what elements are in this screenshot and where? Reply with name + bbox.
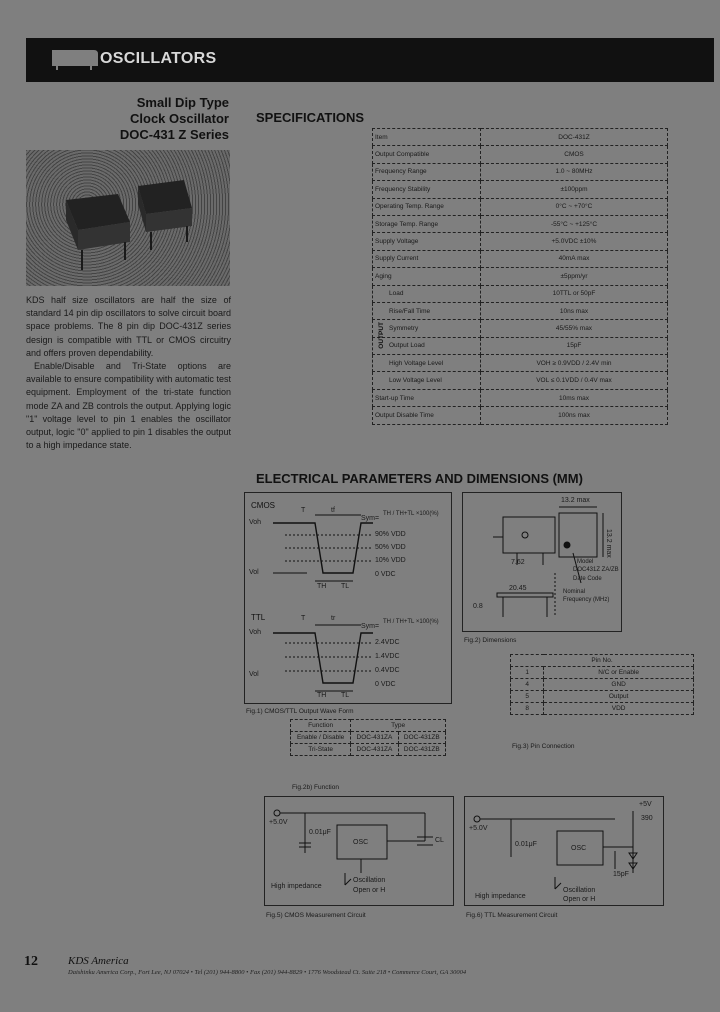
cmos-level-1: 90% VDD <box>375 531 406 538</box>
spec-row-label: Frequency Range <box>373 163 481 180</box>
spec-row-value: +5.0VDC ±10% <box>481 233 668 250</box>
ttl-res: 390 <box>641 815 653 822</box>
product-photo <box>26 150 230 286</box>
cmos-circuit-panel <box>264 796 454 906</box>
function-caption: Fig.2b) Function <box>292 784 339 791</box>
spec-header-row <box>373 129 668 146</box>
dim-pitch: 7.62 <box>511 559 525 566</box>
ttl-open: Open or H <box>563 896 596 903</box>
pin-4-function: GND <box>544 679 694 691</box>
cmos-th-label: TH <box>317 583 327 590</box>
dim-lead: 0.8 <box>473 603 483 610</box>
spec-row-label: Load <box>373 285 481 302</box>
pin-8-function: VDD <box>544 703 694 715</box>
output-group-label: OUTPUT <box>378 322 385 349</box>
ttl-level-2: 1.4VDC <box>375 653 400 660</box>
spec-row-value: VOL ≤ 0.1VDD / 0.4V max <box>481 372 668 389</box>
header-title: OSCILLATORS <box>100 50 217 67</box>
ttl-label: TTL <box>251 613 266 622</box>
spec-row-label: Aging <box>373 268 481 285</box>
ttl-hi-imp: High impedance <box>475 893 526 900</box>
spec-row-label: Storage Temp. Range <box>373 215 481 232</box>
product-title-line3: DOC-431 Z Series <box>119 127 229 142</box>
cmos-voh-label: Voh <box>249 519 262 526</box>
spec-row-label: Output Compatible <box>373 146 481 163</box>
dim-marking-part: DOC431Z ZA/ZB <box>573 567 619 573</box>
cmos-level-2: 50% VDD <box>375 544 406 551</box>
spec-row <box>373 163 668 180</box>
cmos-cap: 0.01μF <box>309 829 331 836</box>
spec-row-value: 40mA max <box>481 250 668 267</box>
spec-row-value: 15pF <box>481 337 668 354</box>
cmos-vdd: +5.0V <box>269 819 288 826</box>
spec-row-label: Supply Voltage <box>373 233 481 250</box>
footer-brand: KDS America <box>68 955 129 967</box>
cmos-level-4: 0 VDC <box>375 571 396 578</box>
dim-marking-model: Model <box>577 559 594 565</box>
ttl-th-label: TH <box>317 692 327 699</box>
pin-5: 5 <box>511 691 544 703</box>
spec-row-value: VOH ≥ 0.9VDD / 2.4V min <box>481 355 668 372</box>
spec-row <box>373 181 668 198</box>
product-title-line1: Small Dip Type <box>136 95 229 110</box>
pin-header: Pin No. <box>511 655 694 667</box>
description-paragraph-2: Enable/Disable and Tri-State options are available to ensure compatibility with automatic test equipment. Employment of the tri-state function mode ZA and ZB controls the output. Applying logic "1" voltage level to pin 1 enables the oscillator output, logic "0" applied to pin 1 disables the output to a high impedance state. <box>26 361 231 451</box>
page-number: 12 <box>24 954 38 969</box>
spec-row-label: Frequency Stability <box>373 181 481 198</box>
spec-row <box>373 198 668 215</box>
cmos-osc-out: Oscillation <box>353 877 386 884</box>
cmos-label: CMOS <box>251 501 275 510</box>
pin-connection-table <box>510 654 694 715</box>
waveform-diagram <box>245 493 451 703</box>
dimensions-caption: Fig.2) Dimensions <box>464 637 517 644</box>
ttl-sym-formula: TH / TH+TL ×100(%) <box>383 619 439 625</box>
spec-row-label: Rise/Fall Time <box>373 302 481 319</box>
ttl-osc-out: Oscillation <box>563 887 596 894</box>
spec-row-label: Output Load <box>373 337 481 354</box>
function-row-2-b: DOC-431ZB <box>398 744 445 756</box>
ttl-tr-label: tr <box>331 615 336 622</box>
ttl-level-1: 2.4VDC <box>375 639 400 646</box>
ttl-level-3: 0.4VDC <box>375 667 400 674</box>
cmos-hi-imp: High impedance <box>271 883 322 890</box>
ttl-sym-label: Sym= <box>361 623 380 630</box>
spec-row-label: Output Disable Time <box>373 407 481 424</box>
spec-header-model: DOC-431Z <box>481 129 668 146</box>
spec-row <box>373 337 668 354</box>
pin-5-function: Output <box>544 691 694 703</box>
cmos-open: Open or H <box>353 887 386 894</box>
spec-row-label: Operating Temp. Range <box>373 198 481 215</box>
ttl-cap: 0.01μF <box>515 841 537 848</box>
dimensions-panel <box>462 492 622 632</box>
description <box>26 294 231 452</box>
spec-row-label: High Voltage Level <box>373 355 481 372</box>
spec-row <box>373 389 668 406</box>
cmos-sym-label: Sym= <box>361 515 380 522</box>
ttl-level-4: 0 VDC <box>375 681 396 688</box>
spec-row-value: 1.0 ~ 80MHz <box>481 163 668 180</box>
pin-8: 8 <box>511 703 544 715</box>
pin-1-function: N/C or Enable <box>544 667 694 679</box>
ttl-voh-label: Voh <box>249 629 262 636</box>
electrical-title: ELECTRICAL PARAMETERS AND DIMENSIONS (MM) <box>256 471 583 486</box>
spec-row-value: 100ns max <box>481 407 668 424</box>
spec-body <box>373 146 668 424</box>
cmos-vol-label: Vol <box>249 569 259 576</box>
spec-row <box>373 268 668 285</box>
ttl-t-label: T <box>301 615 306 622</box>
spec-row-label: Start-up Time <box>373 389 481 406</box>
spec-row-value: 45/55% max <box>481 320 668 337</box>
cmos-sym-formula: TH / TH+TL ×100(%) <box>383 511 439 517</box>
ttl-tl-label: TL <box>341 692 350 699</box>
cmos-level-3: 10% VDD <box>375 557 406 564</box>
ttl-osc: OSC <box>571 845 587 852</box>
ttl-vcc: +5V <box>639 801 652 808</box>
spec-row <box>373 146 668 163</box>
spec-row-value: CMOS <box>481 146 668 163</box>
specifications-title: SPECIFICATIONS <box>256 110 365 125</box>
header-band <box>26 38 714 82</box>
spec-row <box>373 285 668 302</box>
function-row-1-b: DOC-431ZB <box>398 732 445 744</box>
ttl-circuit-caption: Fig.6) TTL Measurement Circuit <box>466 912 558 919</box>
pin-connection-caption: Fig.3) Pin Connection <box>512 743 575 750</box>
function-row-2-a: DOC-431ZA <box>351 744 398 756</box>
spec-row <box>373 355 668 372</box>
cmos-circuit-caption: Fig.5) CMOS Measurement Circuit <box>266 912 366 919</box>
spec-row-label: Supply Current <box>373 250 481 267</box>
pin-1: 1 <box>511 667 544 679</box>
spec-row-value: 0°C ~ +70°C <box>481 198 668 215</box>
dim-pin-spacing: 20.45 <box>509 585 527 592</box>
spec-row-value: 10ns max <box>481 302 668 319</box>
spec-row <box>373 320 668 337</box>
function-header: Function <box>291 720 351 732</box>
pin-4: 4 <box>511 679 544 691</box>
description-paragraph-1: KDS half size oscillators are half the size of standard 14 pin dip oscillators to solve circuit board space problems. The 8 pin dip DOC-431Z series design is compatible with TTL or CMOS circuitry and offers proven dependability. <box>26 295 231 358</box>
dim-marking-nominal: Nominal <box>563 589 586 595</box>
function-table <box>290 719 446 756</box>
spec-header-item: Item <box>373 129 481 146</box>
waveform-caption: Fig.1) CMOS/TTL Output Wave Form <box>246 708 354 715</box>
spec-row-value: ±5ppm/yr <box>481 268 668 285</box>
dimensions-drawing <box>463 493 621 631</box>
spec-row-value: 10ms max <box>481 389 668 406</box>
chip-icon <box>50 46 100 72</box>
spec-row-value: 10TTL or 50pF <box>481 285 668 302</box>
spec-table <box>372 128 668 425</box>
spec-row <box>373 215 668 232</box>
ttl-circuit-panel <box>464 796 664 906</box>
spec-row <box>373 250 668 267</box>
type-header: Type <box>351 720 446 732</box>
cmos-tf-label: tf <box>331 507 335 514</box>
waveform-panel <box>244 492 452 704</box>
ttl-vol-label: Vol <box>249 671 259 678</box>
footer-address: Daishinku America Corp., Fort Lee, NJ 07024 • Tel (201) 944-8800 • Fax (201) 944-8829 • 1776 Woodstead Ct. Suite 218 • Commerce Court, GA 30004 <box>68 969 467 976</box>
spec-row <box>373 407 668 424</box>
spec-row <box>373 372 668 389</box>
ttl-cl: 15pF <box>613 871 629 878</box>
cmos-tl-label: TL <box>341 583 350 590</box>
spec-row-value: -55°C ~ +125°C <box>481 215 668 232</box>
spec-row <box>373 302 668 319</box>
function-row-1-a: DOC-431ZA <box>351 732 398 744</box>
oscillator-photo-icon <box>26 150 230 286</box>
dim-marking-date: Date Code <box>573 576 602 582</box>
spec-row-label: Low Voltage Level <box>373 372 481 389</box>
spec-row-value: ±100ppm <box>481 181 668 198</box>
dim-width: 13.2 max <box>561 497 590 504</box>
function-row-2-name: Tri-State <box>291 744 351 756</box>
dim-height: 13.2 max <box>605 529 612 558</box>
function-row-1-name: Enable / Disable <box>291 732 351 744</box>
ttl-vdd: +5.0V <box>469 825 488 832</box>
dim-marking-frequency: Frequency (MHz) <box>563 597 610 603</box>
cmos-t-label: T <box>301 507 306 514</box>
product-title-line2: Clock Oscillator <box>130 111 229 126</box>
cmos-cl: CL <box>435 837 444 844</box>
cmos-osc: OSC <box>353 839 369 846</box>
spec-row <box>373 233 668 250</box>
spec-row-label: Symmetry <box>373 320 481 337</box>
